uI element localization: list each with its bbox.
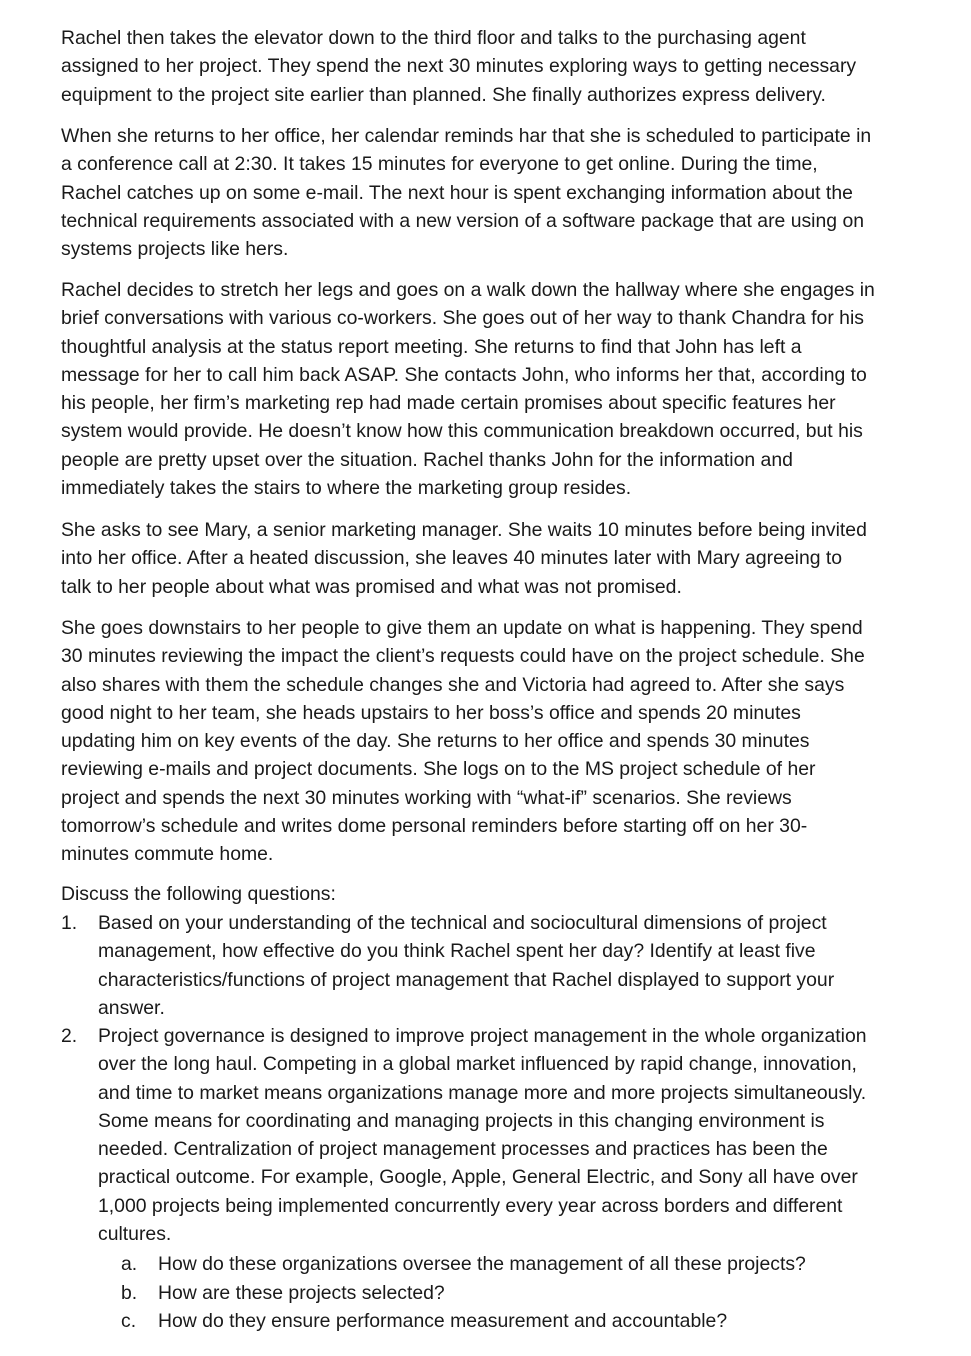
paragraph-hallway-walk <box>61 276 961 502</box>
text-line: management, how effective do you think Rachel spent her day? Identify at least five <box>98 940 816 963</box>
text-line: Rachel catches up on some e-mail. The next hour is spent exchanging information about the <box>61 181 853 204</box>
text-line: Some means for coordinating and managing projects in this changing environment is <box>98 1109 825 1132</box>
text-line: message for her to call him back ASAP. She contacts John, who informs her that, according to <box>61 363 867 386</box>
paragraph-purchasing <box>61 24 961 109</box>
text-line: technical requirements associated with a new version of a software package that are using on <box>61 209 865 232</box>
text-line: answer. <box>98 996 165 1019</box>
sub-question-letter: a. <box>121 1253 138 1275</box>
question-number: 1. <box>61 912 78 934</box>
sub-question-letter: b. <box>121 1282 138 1304</box>
questions-intro <box>61 880 961 908</box>
question-2-text <box>98 1022 963 1248</box>
sub-question-a-text: How do these organizations oversee the management of all these projects? <box>158 1253 806 1275</box>
text-line: She goes downstairs to her people to give them an update on what is happening. They spend <box>61 617 863 639</box>
text-line: equipment to the project site earlier than planned. She finally authorizes express delivery. <box>61 83 826 106</box>
text-line: thoughtful analysis at the status report meeting. She returns to find that John has left a <box>61 335 802 358</box>
text-line: talk to her people about what was promised and what was not promised. <box>61 575 682 598</box>
text-line: updating him on key events of the day. She returns to her office and spends 30 minutes <box>61 730 810 753</box>
text-line: reviewing e-mails and project documents. She logs on to the MS project schedule of her <box>61 758 816 781</box>
text-line: minutes commute home. <box>61 843 274 866</box>
text-line: 30 minutes reviewing the impact the client’s requests could have on the project schedule. She <box>61 645 865 668</box>
text-line: over the long haul. Competing in a global market influenced by rapid change, innovation, <box>98 1053 857 1076</box>
text-line: Rachel then takes the elevator down to the third floor and talks to the purchasing agent <box>61 27 806 49</box>
text-line: needed. Centralization of project management processes and practices has been the <box>98 1138 828 1161</box>
text-line: characteristics/functions of project management that Rachel displayed to support your <box>98 968 835 991</box>
text-line: his people, her firm’s marketing rep had made certain promises about specific features her <box>61 392 836 415</box>
text-line: systems projects like hers. <box>61 238 289 261</box>
sub-question-c-text: How do they ensure performance measurement and accountable? <box>158 1310 728 1332</box>
text-line: Based on your understanding of the technical and sociocultural dimensions of project <box>98 912 827 934</box>
text-line: people are pretty upset over the situation. Rachel thanks John for the information and <box>61 448 793 471</box>
text-line: good night to her team, she heads upstairs to her boss’s office and spends 20 minutes <box>61 701 801 724</box>
text-line: system would provide. He doesn’t know how this communication breakdown occurred, but his <box>61 420 863 443</box>
text-line: and time to market means organizations manage more and more projects simultaneously. <box>98 1081 867 1104</box>
sub-question-letter: c. <box>121 1310 137 1332</box>
text-line: immediately takes the stairs to where the marketing group resides. <box>61 477 632 500</box>
text-line: Project governance is designed to improve project management in the whole organization <box>98 1025 867 1047</box>
text-line: into her office. After a heated discussion, she leaves 40 minutes later with Mary agreeing to <box>61 547 843 570</box>
sub-question-b-text: How are these projects selected? <box>158 1282 445 1304</box>
paragraph-team-update <box>61 614 961 869</box>
text-line: She asks to see Mary, a senior marketing manager. She waits 10 minutes before being invited <box>61 519 867 541</box>
text-line: a conference call at 2:30. It takes 15 minutes for everyone to get online. During the time, <box>61 153 818 176</box>
text-line: assigned to her project. They spend the next 30 minutes exploring ways to getting necessary <box>61 55 857 78</box>
text-line: cultures. <box>98 1223 172 1246</box>
text-line: also shares with them the schedule changes she and Victoria had agreed to. After she says <box>61 673 845 696</box>
text-line: practical outcome. For example, Google, Apple, General Electric, and Sony all have over <box>98 1166 858 1189</box>
question-1-text <box>98 909 963 1022</box>
text-line: brief conversations with various co-workers. She goes out of her way to thank Chandra for his <box>61 307 864 330</box>
text-line: Discuss the following questions: <box>61 883 336 905</box>
question-number: 2. <box>61 1025 78 1047</box>
text-line: tomorrow’s schedule and writes dome personal reminders before starting off on her 30- <box>61 815 808 838</box>
text-line: 1,000 projects being implemented concurrently every year across borders and different <box>98 1194 843 1217</box>
paragraph-conference-call <box>61 122 961 263</box>
text-line: When she returns to her office, her calendar reminds har that she is scheduled to participate in <box>61 125 872 147</box>
paragraph-marketing-manager <box>61 516 961 601</box>
text-line: Rachel decides to stretch her legs and goes on a walk down the hallway where she engages in <box>61 279 875 301</box>
text-line: project and spends the next 30 minutes working with “what-if” scenarios. She reviews <box>61 786 792 809</box>
